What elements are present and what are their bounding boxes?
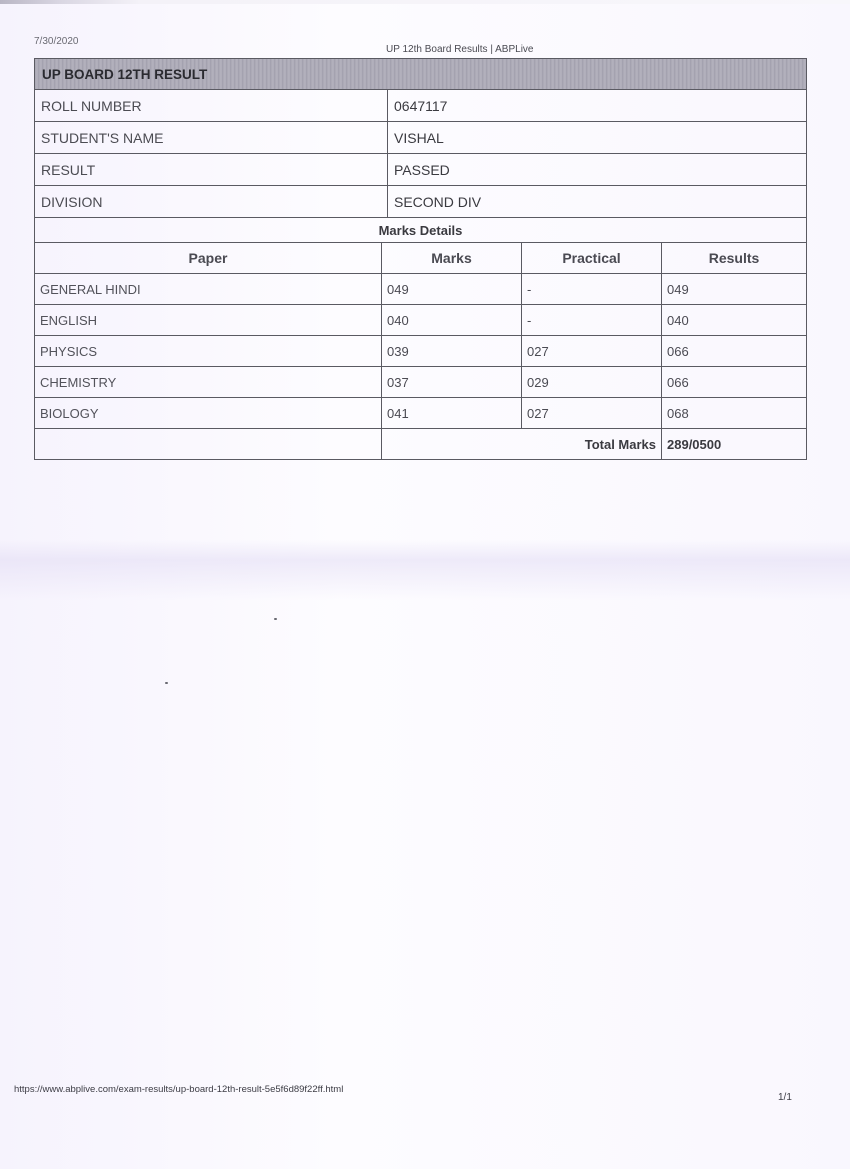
scan-speck [274, 618, 277, 620]
subject-practical: - [522, 274, 662, 305]
info-row-result [34, 154, 807, 186]
subject-marks: 049 [382, 274, 522, 305]
subject-name: PHYSICS [35, 336, 382, 367]
division-value: SECOND DIV [388, 186, 807, 217]
result-heading: UP BOARD 12TH RESULT [34, 58, 807, 90]
column-header-results: Results [662, 243, 807, 274]
scan-speck [165, 682, 168, 684]
info-label: ROLL NUMBER [35, 90, 388, 121]
total-marks-value: 289/0500 [662, 429, 807, 460]
info-row-name [34, 122, 807, 154]
subject-practical: - [522, 305, 662, 336]
column-header-practical: Practical [522, 243, 662, 274]
subject-name: CHEMISTRY [35, 367, 382, 398]
subject-marks: 039 [382, 336, 522, 367]
info-label: STUDENT'S NAME [35, 122, 388, 153]
subject-practical: 027 [522, 398, 662, 429]
marks-details-title: Marks Details [34, 218, 807, 242]
total-marks-label: Total Marks [382, 429, 662, 460]
print-date: 7/30/2020 [34, 36, 79, 47]
print-page-number: 1/1 [778, 1092, 792, 1103]
subject-result: 066 [662, 336, 807, 367]
info-label: DIVISION [35, 186, 388, 217]
subject-name: ENGLISH [35, 305, 382, 336]
subject-result: 066 [662, 367, 807, 398]
result-value: PASSED [388, 154, 807, 185]
print-url: https://www.abplive.com/exam-results/up-board-12th-result-5e5f6d89f22ff.html [14, 1084, 344, 1095]
subject-practical: 027 [522, 336, 662, 367]
student-name-value: VISHAL [388, 122, 807, 153]
subject-result: 068 [662, 398, 807, 429]
subject-name: BIOLOGY [35, 398, 382, 429]
subject-practical: 029 [522, 367, 662, 398]
column-header-paper: Paper [35, 243, 382, 274]
subject-result: 040 [662, 305, 807, 336]
subject-name: GENERAL HINDI [35, 274, 382, 305]
subject-marks: 041 [382, 398, 522, 429]
marks-table [34, 242, 807, 460]
subject-marks: 040 [382, 305, 522, 336]
subject-marks: 037 [382, 367, 522, 398]
info-row-roll [34, 90, 807, 122]
roll-number-value: 0647117 [388, 90, 807, 121]
empty-cell [35, 429, 382, 460]
info-label: RESULT [35, 154, 388, 185]
info-row-division [34, 186, 807, 218]
scan-edge [0, 0, 850, 4]
result-table [34, 58, 807, 460]
column-header-marks: Marks [382, 243, 522, 274]
subject-result: 049 [662, 274, 807, 305]
print-title: UP 12th Board Results | ABPLive [386, 44, 534, 55]
